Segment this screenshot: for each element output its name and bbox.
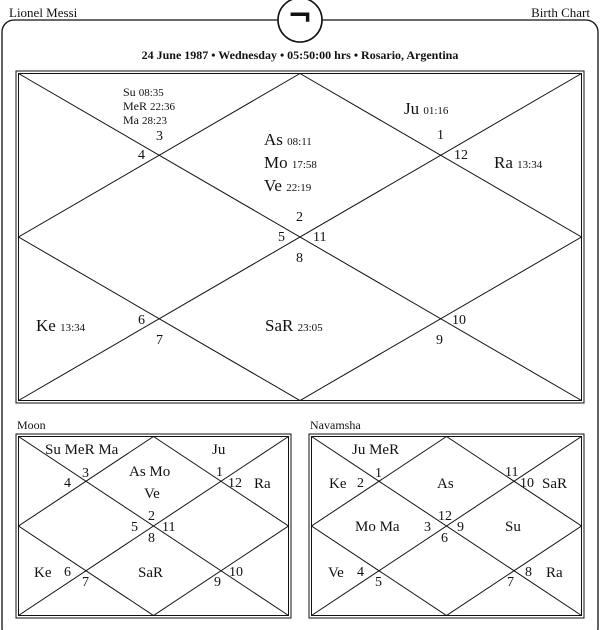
navamsha-house-11-planets: SaR [542,476,568,492]
moon-sign-h6: 7 [82,575,89,590]
main-house-7-planets: SaR 23:05 [265,316,323,335]
moon-chart-lines [16,434,291,618]
main-sign-h11: 12 [454,148,468,163]
navamsha-house-2-planets: Ju MeR [352,442,400,458]
moon-house-2-planets: Su MeR Ma [45,442,119,458]
moon-sign-h7: 8 [148,531,155,546]
navamsha-sign-h11: 10 [520,476,534,491]
navamsha-house-1-planets: As [437,476,454,492]
navamsha-sign-h12: 11 [505,465,519,480]
main-sign-h1: 2 [296,210,303,225]
main-sign-h6: 7 [156,333,163,348]
navamsha-sign-h6: 5 [375,575,382,590]
moon-sign-h2: 3 [82,466,89,481]
navamsha-house-5-planets: Ve [328,565,344,581]
navamsha-sign-h4: 3 [424,520,431,535]
main-chart-lines [16,71,584,403]
moon-house-5-planets: Ke [34,565,52,581]
main-house-12-planets: Ju 01:16 [404,99,449,118]
navamsha-sign-h3: 2 [357,476,364,491]
moon-sign-h10: 11 [162,520,176,535]
navamsha-chart-label: Navamsha [310,418,361,432]
chart-title: Birth Chart [531,5,590,20]
navamsha-house-4-planets: Mo Ma [355,519,400,535]
moon-house-1-line1: As Mo [129,464,171,480]
main-sign-h2: 3 [156,129,163,144]
moon-house-11-planets: Ra [254,476,271,492]
navamsha-sign-h9: 8 [525,565,532,580]
main-house-11-planets: Ra 13:34 [494,153,543,172]
main-sign-h10: 11 [313,230,327,245]
navamsha-house-3-planets: Ke [329,476,347,492]
moon-house-7-planets: SaR [138,565,164,581]
moon-sign-h3: 4 [64,476,71,491]
main-sign-h8: 9 [436,333,443,348]
navamsha-chart-lines [309,434,584,618]
main-sign-h4: 5 [278,230,285,245]
main-house-5-planets: Ke 13:34 [36,316,86,335]
navamsha-sign-h8: 7 [507,575,514,590]
main-sign-h3: 4 [138,148,145,163]
main-sign-h7: 8 [296,251,303,266]
moon-chart-label: Moon [17,418,46,432]
moon-sign-h12: 1 [216,465,223,480]
main-sign-h12: 1 [437,128,444,143]
navamsha-sign-h1: 12 [438,509,452,524]
main-sign-h9: 10 [452,313,466,328]
moon-sign-h5: 6 [64,565,71,580]
navamsha-house-9-planets: Ra [546,565,563,581]
navamsha-house-10-planets: Su [505,519,521,535]
moon-house-1-line2: Ve [144,486,160,502]
birth-details: 24 June 1987 • Wednesday • 05:50:00 hrs • Rosario, Argentina [141,48,459,62]
moon-sign-h11: 12 [228,476,242,491]
moon-house-12-planets: Ju [212,442,226,458]
navamsha-sign-h10: 9 [457,520,464,535]
person-name: Lionel Messi [9,5,78,20]
navamsha-sign-h2: 1 [375,466,382,481]
main-sign-h5: 6 [138,313,145,328]
logo-icon: ¬ [287,0,313,34]
navamsha-sign-h5: 4 [357,565,364,580]
moon-sign-h8: 9 [214,575,221,590]
moon-sign-h1: 2 [148,509,155,524]
moon-sign-h9: 10 [229,565,243,580]
moon-sign-h4: 5 [131,520,138,535]
navamsha-sign-h7: 6 [441,531,448,546]
